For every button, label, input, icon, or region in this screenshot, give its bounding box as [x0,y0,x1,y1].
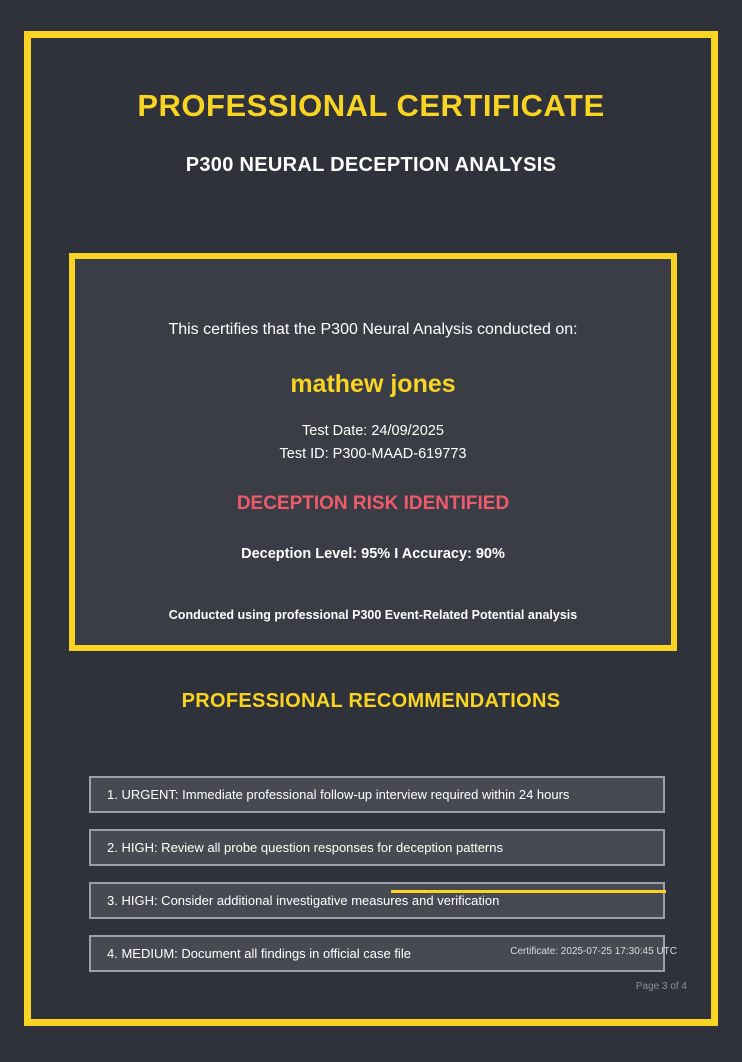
method-note: Conducted using professional P300 Event-Related Potential analysis [168,608,578,622]
subject-name: mathew jones [290,370,456,398]
certificate-content [31,38,711,1019]
result-panel [69,253,677,651]
page-title: PROFESSIONAL CERTIFICATE [137,88,605,123]
list-item: 4. MEDIUM: Document all findings in official case file [89,935,665,972]
certificate-frame [24,31,718,1026]
certifies-text: This certifies that the P300 Neural Analysis conducted on: [168,321,578,338]
accent-divider [391,890,666,893]
certificate-timestamp: Certificate: 2025-07-25 17:30:45 UTC [510,946,677,957]
page-number: Page 3 of 4 [635,981,687,992]
list-item: 1. URGENT: Immediate professional follow-up interview required within 24 hours [89,776,665,813]
list-item: 3. HIGH: Consider additional investigative measures and verification [89,882,665,919]
deception-levels: Deception Level: 95% I Accuracy: 90% [241,546,505,562]
test-id: Test ID: P300-MAAD-619773 [279,446,467,462]
page-subtitle: P300 NEURAL DECEPTION ANALYSIS [185,154,557,176]
test-date: Test Date: 24/09/2025 [302,423,444,439]
list-item: 2. HIGH: Review all probe question responses for deception patterns [89,829,665,866]
recommendations-title: PROFESSIONAL RECOMMENDATIONS [181,690,561,712]
risk-status-badge: DECEPTION RISK IDENTIFIED [236,493,510,514]
